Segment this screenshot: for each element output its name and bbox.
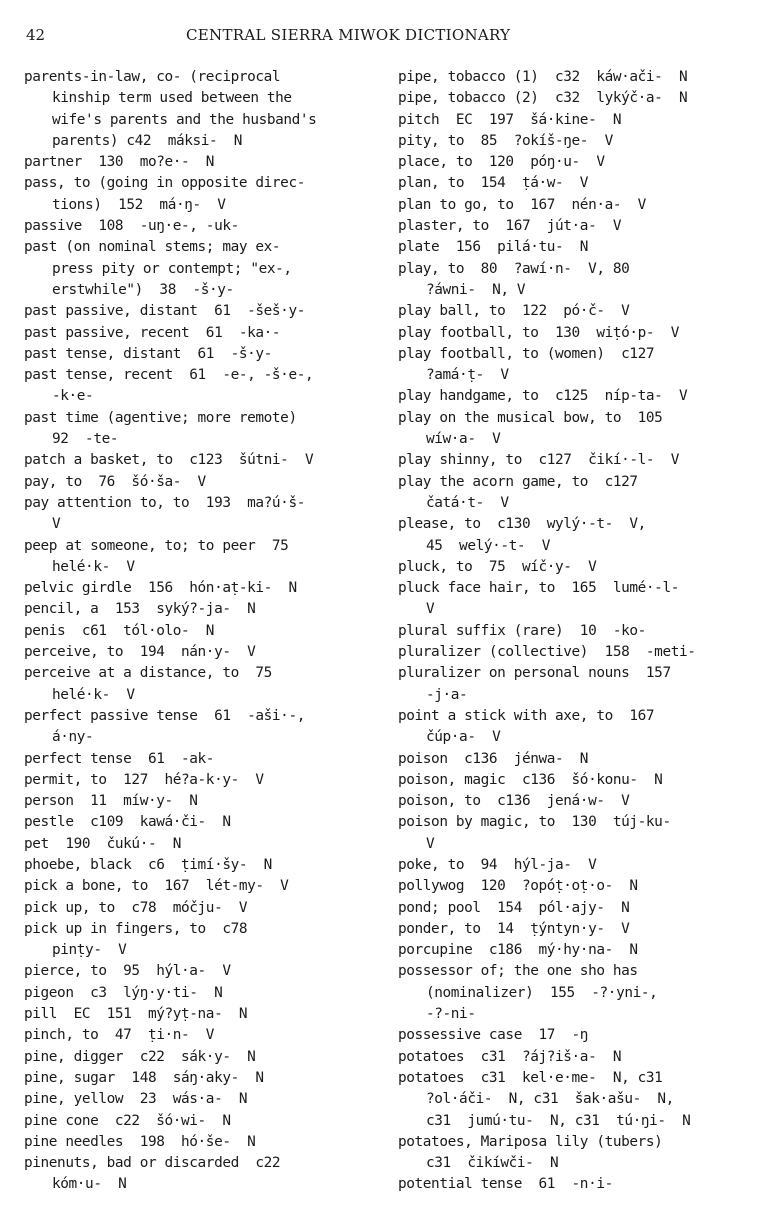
- dictionary-entry: [398, 301, 748, 322]
- entry-headword-line: pollywog 120 ?opóṭ·oṭ·o- N: [398, 878, 638, 895]
- entry-continuation-line: wíw·a- V: [426, 431, 501, 448]
- dictionary-entry: [24, 1068, 374, 1089]
- entry-continuation-line: -j·a-: [426, 686, 468, 703]
- entry-headword-line: plate 156 pilá·tu- N: [398, 239, 589, 256]
- entry-headword-line: pick up in fingers, to c78: [24, 920, 248, 937]
- entry-headword-line: pipe, tobacco (2) c32 lykýč·a- N: [398, 90, 688, 107]
- entry-continuation-line: c31 jumú·tu- N, c31 tú·ŋi- N: [426, 1112, 691, 1129]
- dictionary-entry: [24, 961, 374, 982]
- entry-headword-line: plan to go, to 167 nén·a- V: [398, 196, 646, 213]
- entry-headword-line: past passive, distant 61 -šeš·y-: [24, 303, 305, 320]
- left-column: [24, 67, 374, 1196]
- entry-headword-line: pierce, to 95 hýl·a- V: [24, 963, 231, 980]
- dictionary-entry: [24, 578, 374, 599]
- entry-headword-line: possessor of; the one sho has: [398, 963, 638, 980]
- dictionary-entry: [398, 472, 748, 515]
- dictionary-entry: [24, 408, 374, 451]
- dictionary-entry: [398, 450, 748, 471]
- entry-headword-line: play football, to 130 wiṭó·p- V: [398, 324, 679, 341]
- dictionary-entry: [398, 344, 748, 387]
- dictionary-entry: [24, 67, 374, 152]
- right-column: [398, 67, 748, 1196]
- entry-headword-line: play the acorn game, to c127: [398, 473, 638, 490]
- entry-headword-line: phoebe, black c6 ṭimí·šy- N: [24, 856, 272, 873]
- dictionary-entry: [398, 961, 748, 1025]
- entry-headword-line: ponder, to 14 ṭýntyn·y- V: [398, 920, 630, 937]
- entry-headword-line: pine needles 198 hó·še- N: [24, 1133, 256, 1150]
- entry-headword-line: pine, sugar 148 sáŋ·aky- N: [24, 1069, 264, 1086]
- dictionary-entry: [24, 450, 374, 471]
- dictionary-entry: [398, 578, 748, 621]
- dictionary-entry: [398, 131, 748, 152]
- dictionary-entry: [398, 621, 748, 642]
- dictionary-entry: [398, 876, 748, 897]
- entry-headword-line: parents-in-law, co- (reciprocal: [24, 69, 281, 85]
- entry-continuation-line: helé·k- V: [52, 686, 135, 703]
- entry-headword-line: pestle c109 kawá·či- N: [24, 814, 231, 831]
- dictionary-entry: [398, 706, 748, 749]
- entry-headword-line: pitch EC 197 šá·kine- N: [398, 111, 622, 128]
- entry-headword-line: plaster, to 167 jút·a- V: [398, 218, 622, 235]
- entry-headword-line: potatoes c31 ?áj?iš·a- N: [398, 1048, 622, 1065]
- dictionary-entry: [24, 1111, 374, 1132]
- dictionary-entry: [398, 386, 748, 407]
- entry-continuation-line: ?áwni- N, V: [426, 281, 526, 298]
- entry-continuation-line: wife's parents and the husband's: [52, 111, 317, 128]
- entry-headword-line: perfect tense 61 -ak-: [24, 750, 215, 767]
- dictionary-entry: [24, 493, 374, 536]
- entry-headword-line: play handgame, to c125 níp-ta- V: [398, 388, 688, 405]
- entry-continuation-line: c31 čikíwči- N: [426, 1155, 559, 1172]
- entry-continuation-line: pinṭy- V: [52, 942, 127, 959]
- entry-headword-line: perceive, to 194 nán·y- V: [24, 644, 256, 661]
- dictionary-entry: [398, 940, 748, 961]
- entry-headword-line: perceive at a distance, to 75: [24, 665, 272, 682]
- running-head: CENTRAL SIERRA MIWOK DICTIONARY: [186, 26, 511, 44]
- dictionary-entry: [24, 770, 374, 791]
- entry-headword-line: play shinny, to c127 čikí·-l- V: [398, 452, 679, 469]
- dictionary-entry: [24, 1004, 374, 1025]
- dictionary-entry: [24, 1153, 374, 1196]
- dictionary-entry: [24, 344, 374, 365]
- dictionary-entry: [398, 855, 748, 876]
- dictionary-entry: [398, 1025, 748, 1046]
- dictionary-entry: [398, 195, 748, 216]
- dictionary-entry: [24, 173, 374, 216]
- dictionary-entry: [398, 1047, 748, 1068]
- entry-headword-line: past passive, recent 61 -ka·-: [24, 324, 281, 341]
- entry-headword-line: permit, to 127 hé?a-k·y- V: [24, 771, 264, 788]
- entry-headword-line: pinch, to 47 ṭi·n- V: [24, 1027, 215, 1044]
- entry-continuation-line: kinship term used between the: [52, 90, 292, 107]
- entry-headword-line: partner 130 mo?e·- N: [24, 154, 215, 171]
- entry-headword-line: pill EC 151 mý?yṭ-na- N: [24, 1006, 248, 1023]
- dictionary-entry: [398, 919, 748, 940]
- dictionary-entry: [398, 67, 748, 88]
- entry-headword-line: pass, to (going in opposite direc-: [24, 175, 305, 192]
- entry-headword-line: plural suffix (rare) 10 -ko-: [398, 622, 646, 639]
- entry-headword-line: pigeon c3 lýŋ·y·ti- N: [24, 984, 223, 1001]
- entry-continuation-line: parents) c42 máksi- N: [52, 132, 243, 149]
- entry-headword-line: past (on nominal stems; may ex-: [24, 239, 281, 256]
- entry-headword-line: play ball, to 122 pó·č- V: [398, 303, 630, 320]
- dictionary-entry: [24, 237, 374, 301]
- dictionary-entry: [24, 876, 374, 897]
- entry-headword-line: poke, to 94 hýl-ja- V: [398, 856, 597, 873]
- entry-headword-line: porcupine c186 mý·hy·na- N: [398, 942, 638, 959]
- entry-headword-line: pelvic girdle 156 hón·aṭ-ki- N: [24, 580, 297, 597]
- entry-headword-line: plan, to 154 ṭá·w- V: [398, 175, 589, 192]
- dictionary-entry: [398, 898, 748, 919]
- entry-headword-line: pine, yellow 23 wás·a- N: [24, 1091, 248, 1108]
- dictionary-entry: [24, 919, 374, 962]
- dictionary-entry: [24, 152, 374, 173]
- dictionary-entry: [398, 1174, 748, 1195]
- entry-continuation-line: ?ol·áči- N, c31 šak·ašu- N,: [426, 1091, 674, 1108]
- dictionary-entry: [24, 621, 374, 642]
- dictionary-entry: [24, 983, 374, 1004]
- dictionary-entry: [24, 812, 374, 833]
- entry-headword-line: poison, magic c136 šó·konu- N: [398, 771, 663, 788]
- entry-headword-line: play football, to (women) c127: [398, 345, 655, 362]
- entry-continuation-line: čatá·t- V: [426, 494, 509, 511]
- entry-continuation-line: helé·k- V: [52, 558, 135, 575]
- entry-continuation-line: ?amá·ṭ- V: [426, 367, 509, 384]
- entry-headword-line: pine cone c22 šó·wi- N: [24, 1112, 231, 1129]
- entry-continuation-line: press pity or contempt; "ex-,: [52, 260, 292, 277]
- dictionary-entry: [24, 216, 374, 237]
- dictionary-entry: [398, 557, 748, 578]
- entry-headword-line: poison by magic, to 130 túj-ku-: [398, 814, 671, 831]
- dictionary-entry: [398, 663, 748, 706]
- dictionary-entry: [398, 791, 748, 812]
- entry-headword-line: potatoes, Mariposa lily (tubers): [398, 1133, 663, 1150]
- entry-headword-line: patch a basket, to c123 šútni- V: [24, 452, 314, 469]
- dictionary-entry: [24, 1132, 374, 1153]
- entry-continuation-line: tions) 152 má·ŋ- V: [52, 196, 226, 213]
- dictionary-entry: [398, 408, 748, 451]
- dictionary-entry: [24, 323, 374, 344]
- entry-headword-line: play on the musical bow, to 105: [398, 409, 663, 426]
- dictionary-entry: [24, 855, 374, 876]
- dictionary-entry: [398, 642, 748, 663]
- entry-headword-line: play, to 80 ?awí·n- V, 80: [398, 260, 630, 277]
- entry-headword-line: past time (agentive; more remote): [24, 409, 297, 426]
- entry-headword-line: pond; pool 154 pól·ajy- N: [398, 899, 630, 916]
- entry-headword-line: peep at someone, to; to peer 75: [24, 537, 289, 554]
- page-header: [0, 26, 765, 46]
- dictionary-entry: [24, 365, 374, 408]
- dictionary-entry: [398, 812, 748, 855]
- entry-headword-line: point a stick with axe, to 167: [398, 707, 655, 724]
- entry-headword-line: pluralizer on personal nouns 157: [398, 665, 671, 682]
- dictionary-entry: [398, 259, 748, 302]
- dictionary-entry: [24, 599, 374, 620]
- dictionary-entry: [24, 301, 374, 322]
- entry-continuation-line: 92 -te-: [52, 431, 119, 448]
- entry-headword-line: pluck face hair, to 165 lumé·-l-: [398, 580, 679, 597]
- dictionary-entry: [24, 1089, 374, 1110]
- dictionary-entry: [24, 898, 374, 919]
- dictionary-entry: [24, 749, 374, 770]
- entry-headword-line: potatoes c31 kel·e·me- N, c31: [398, 1069, 663, 1086]
- dictionary-entry: [24, 642, 374, 663]
- entry-headword-line: possessive case 17 -ŋ: [398, 1027, 589, 1044]
- entry-headword-line: pluralizer (collective) 158 -meti-: [398, 644, 696, 661]
- entry-headword-line: pick a bone, to 167 lét-my- V: [24, 878, 289, 895]
- dictionary-entry: [24, 791, 374, 812]
- entry-headword-line: potential tense 61 -n·i-: [398, 1176, 613, 1193]
- entry-headword-line: perfect passive tense 61 -aši·-,: [24, 707, 305, 724]
- dictionary-entry: [398, 1132, 748, 1175]
- entry-headword-line: passive 108 -uŋ·e-, -uk-: [24, 218, 239, 235]
- entry-headword-line: penis c61 tól·olo- N: [24, 622, 215, 639]
- entry-headword-line: past tense, recent 61 -e-, -š·e-,: [24, 367, 314, 384]
- entry-continuation-line: -?-ni-: [426, 1006, 476, 1023]
- dictionary-entry: [24, 834, 374, 855]
- entry-headword-line: pity, to 85 ?okíš-ŋe- V: [398, 132, 613, 149]
- entry-continuation-line: -k·e-: [52, 388, 94, 405]
- entry-headword-line: please, to c130 wylý·-t- V,: [398, 516, 646, 533]
- entry-headword-line: pay attention to, to 193 ma?ú·š-: [24, 494, 305, 511]
- entry-continuation-line: 45 welý·-t- V: [426, 537, 550, 554]
- dictionary-entry: [398, 173, 748, 194]
- dictionary-entry: [398, 110, 748, 131]
- entry-continuation-line: V: [426, 601, 435, 618]
- entry-continuation-line: (nominalizer) 155 -?·yni-,: [426, 984, 658, 1001]
- dictionary-entry: [24, 706, 374, 749]
- dictionary-entry: [398, 770, 748, 791]
- entry-headword-line: past tense, distant 61 -š·y-: [24, 345, 272, 362]
- entry-continuation-line: á·ny-: [52, 729, 94, 746]
- dictionary-entry: [24, 536, 374, 579]
- dictionary-entry: [24, 663, 374, 706]
- entry-headword-line: poison, to c136 jená·w- V: [398, 793, 630, 810]
- dictionary-entry: [24, 472, 374, 493]
- entry-headword-line: pet 190 čukú·- N: [24, 835, 182, 852]
- entry-headword-line: pay, to 76 šó·ša- V: [24, 473, 206, 490]
- dictionary-entry: [398, 216, 748, 237]
- entry-headword-line: pinenuts, bad or discarded c22: [24, 1155, 281, 1172]
- dictionary-entry: [398, 88, 748, 109]
- entry-headword-line: poison c136 jénwa- N: [398, 750, 589, 767]
- entry-headword-line: pipe, tobacco (1) c32 káw·ači- N: [398, 69, 688, 85]
- dictionary-entry: [398, 749, 748, 770]
- entry-continuation-line: V: [426, 835, 435, 852]
- dictionary-entry: [398, 237, 748, 258]
- entry-headword-line: pick up, to c78 móčju- V: [24, 899, 248, 916]
- entry-continuation-line: kóm·u- N: [52, 1176, 127, 1193]
- entry-headword-line: place, to 120 póŋ·u- V: [398, 154, 605, 171]
- entry-continuation-line: V: [52, 516, 61, 533]
- entry-continuation-line: erstwhile") 38 -š·y-: [52, 281, 234, 298]
- dictionary-entry: [398, 1068, 748, 1132]
- dictionary-entry: [24, 1025, 374, 1046]
- entry-headword-line: person 11 míw·y- N: [24, 793, 198, 810]
- page-number: 42: [26, 26, 46, 44]
- entry-continuation-line: čúp·a- V: [426, 729, 501, 746]
- dictionary-entry: [398, 152, 748, 173]
- dictionary-entry: [398, 323, 748, 344]
- dictionary-entry: [398, 514, 748, 557]
- entry-headword-line: pluck, to 75 wíč·y- V: [398, 558, 597, 575]
- entry-headword-line: pine, digger c22 sák·y- N: [24, 1048, 256, 1065]
- dictionary-entry: [24, 1047, 374, 1068]
- entry-headword-line: pencil, a 153 syký?-ja- N: [24, 601, 256, 618]
